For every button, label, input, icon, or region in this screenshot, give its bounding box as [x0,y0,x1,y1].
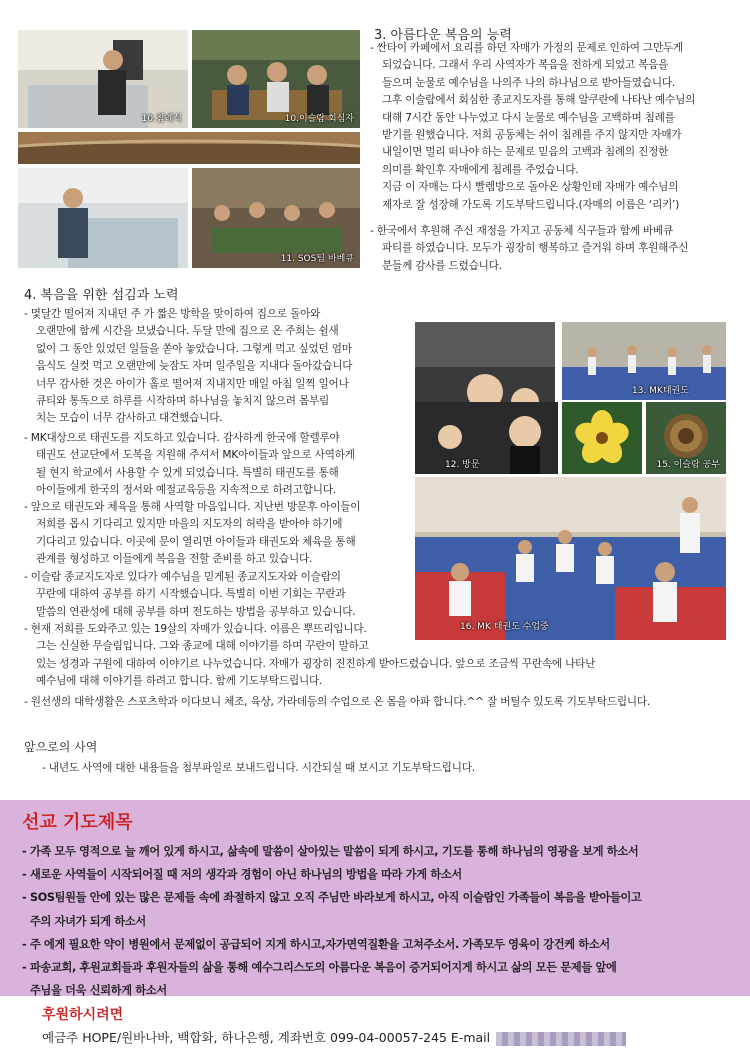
photo-caption: 10.침례식 [141,114,182,124]
future-text: - 내년도 사역에 대한 내용들을 첨부파일로 보내드립니다. 시간되실 때 보시고 기도부탁드립니다. [42,762,475,774]
prayer-item: - SOS팀원들 안에 있는 많은 문제들 속에 좌절하지 않고 오직 주님만 바라보게 하시고, 아직 이슬람인 가족들이 복음을 받아들이고 [22,891,642,905]
prayer-item: - 새로운 사역들이 시작되어질 때 저의 생각과 경험이 아닌 하나님의 방법을 따라 가게 하소서 [22,868,462,882]
photo-convert [192,30,360,128]
section4-item-2: - MK대상으로 태권도를 지도하고 있습니다. 감사하게 한국에 할렐루야 태권도 선교단에서 도복을 지원해 주셔서 MK아이들과 앞으로 사역하게 될 현지 학교에서 사용할 수 있게 되었습니다. 특별히 태권도를 통해 아이들에게 한국의 정서와 예절교육등을 지속적으로 하려고합니다. [24,432,355,497]
prayer-item: - 가족 모두 영적으로 늘 깨어 있게 하시고, 삶속에 말씀이 살아있는 말씀이 되게 하시고, 기도를 통해 하나님의 영광을 보게 하소서 [22,845,639,858]
photo-baptism [18,30,188,128]
photo-caption: 10.이슬람 회심자 [284,114,354,124]
support-title: 후원하시려면 [42,1007,124,1023]
future-heading: 앞으로의 사역 [24,740,98,754]
photo-visit-2 [415,402,558,474]
photo-baptism-2 [18,168,188,268]
photo-river [18,132,360,164]
support-account: 예금주 HOPE/원바나바, 백합화, 하나은행, 계좌번호 099-04-00057-245 E-mail [42,1028,626,1046]
photo-caption: 11. SOS팀 바베큐 [280,254,354,264]
section4-item-3: - 앞으로 태권도와 체육을 통해 사역할 마음입니다. 지난번 방문후 아이들이 저희를 몹시 기다리고 있지만 마을의 지도자의 허락을 받아야 하기에 기다리고 있습니다. 이곳에 문이 열리면 아이들과 태권도와 체육을 통해 관계를 형성하고 이들에게 복음을 전할 준비를 하고 있습니다. [24,501,361,566]
photo-islam-study [646,402,726,474]
prayer-list [22,840,642,1002]
section3-heading: 3. 아름다운 복음의 능력 [374,28,512,43]
email-redacted [496,1032,626,1046]
photo-mk-class [415,477,726,640]
photo-caption: 13. MK태권도 [632,386,689,396]
photo-caption: 16. MK 태권도 수업중 [460,622,549,632]
prayer-item: - 주 에게 필요한 약이 병원에서 문제없이 공급되어 지게 하시고,자가면역질환을 고쳐주소서. 가족모두 영육이 강건케 하소서 [22,937,610,951]
prayer-title: 선교 기도제목 [22,812,133,833]
photo-caption: 12. 방문 [445,460,480,470]
section4-item-6: - 원선생의 대학생활은 스포츠학과 이다보니 체조, 육상, 가라데등의 수업으로 온 몸을 아파 합니다.^^ 잘 버틸수 있도록 기도부탁드립니다. [24,696,651,708]
section4-heading: 4. 복음을 위한 섬김과 노력 [24,288,179,303]
section4-item-4: - 이슬람 종교지도자로 있다가 예수님을 믿게된 종교지도자와 이슬람의 꾸란에 대하여 공부를 하기 시작했습니다. 특별히 이번 기회는 꾸란과 말씀의 연관성에 대해 공부를 하며 전도하는 방법을 공부하고 있습니다. [24,571,356,618]
photo-mk-taekwondo [562,322,726,400]
prayer-item: - 파송교회, 후원교회들과 후원자들의 삶을 통해 예수그리스도의 아름다운 복음이 증거되어지게 하시고 삶의 모든 문제들 앞에 [22,961,617,975]
section4-item-1: - 몇달간 떨어져 지내던 주 가 짧은 방학을 맞이하여 집으로 돌아와 오랜만에 함께 시간을 보냈습니다. 두달 만에 집으로 온 주희는 쉴새 없이 그 동안 있었던 일들을 쏟아 놓았습니다. 그렇게 먹고 싶었던 엄마 음식도 실컷 먹고 오랜만에 늦잠도 자며 일주일을 지내다 돌아갔습니다 너무 감사한 것은 아이가 홀로 떨어져 지내지만 매일 아침 일찍 일어나 큐티와 통독으로 하루를 시작하며 하나님을 놓치지 않으려 몸부림 치는 모습이 너무 감사하고 대견했습니다. [24,308,353,425]
section4-item-5: - 현재 저희를 도와주고 있는 19살의 자매가 있습니다. 이름은 뿌뜨리입니다. 그는 신실한 무슬림입니다. 그와 종교에 대해 이야기를 하며 꾸란이 말하고 있는 성경과 구원에 대하여 이야기르 나누었습니다. 자매가 굉장히 진진하게 받아드렸습니다. 앞으로 조금씩 꾸란속에 나타난 예수님에 대해 이야기를 하려고 합니다. 함께 기도부탁드립니다. [24,623,596,688]
prayer-item: 주님을 더욱 신뢰하게 하소서 [30,984,167,998]
section3-paragraph: - 싼타이 카페에서 요리를 하던 자매가 가정의 문제로 인하여 그만두게 되었습니다. 그래서 우리 사역자가 복음을 전하게 되었고 복음을 들으며 눈물로 예수님을 나의주 나의 하나님으로 받아들였습니다. 그후 이슬람에서 회심한 종교지도자를 통해 알쿠란에 나타난 예수님의 대해 7시간 동안 나누었고 다시 눈물로 예수님을 고백하며 침례를 받기를 원했습니다. 저희 공동체는 쉬이 침례를 주지 않지만 자매가 내일이면 멀리 떠나야 하는 문제로 믿음의 고백과 침례의 진정한 의미를 확인후 자매에게 침례를 주었습니다. 지금 이 자매는 다시 빨렘방으로 돌아온 상황인데 자매가 예수님의 제자로 잘 성장해 가도록 기도부탁드립니다.(자매의 이름은 ‘리키’) [370,42,696,211]
photo-caption: 15. 이슬람 공부 [656,460,720,470]
photo-flower [562,402,642,474]
photo-barbecue [192,168,360,268]
section3-paragraph-2: - 한국에서 후원해 주신 재정을 가지고 공동체 식구들과 함께 바베큐 파티를 하였습니다. 모두가 굉장히 행복하고 즐거워 하며 후원해주신 분들께 감사를 드렸습니다. [370,225,689,272]
prayer-item: 주의 자녀가 되게 하소서 [30,914,146,928]
